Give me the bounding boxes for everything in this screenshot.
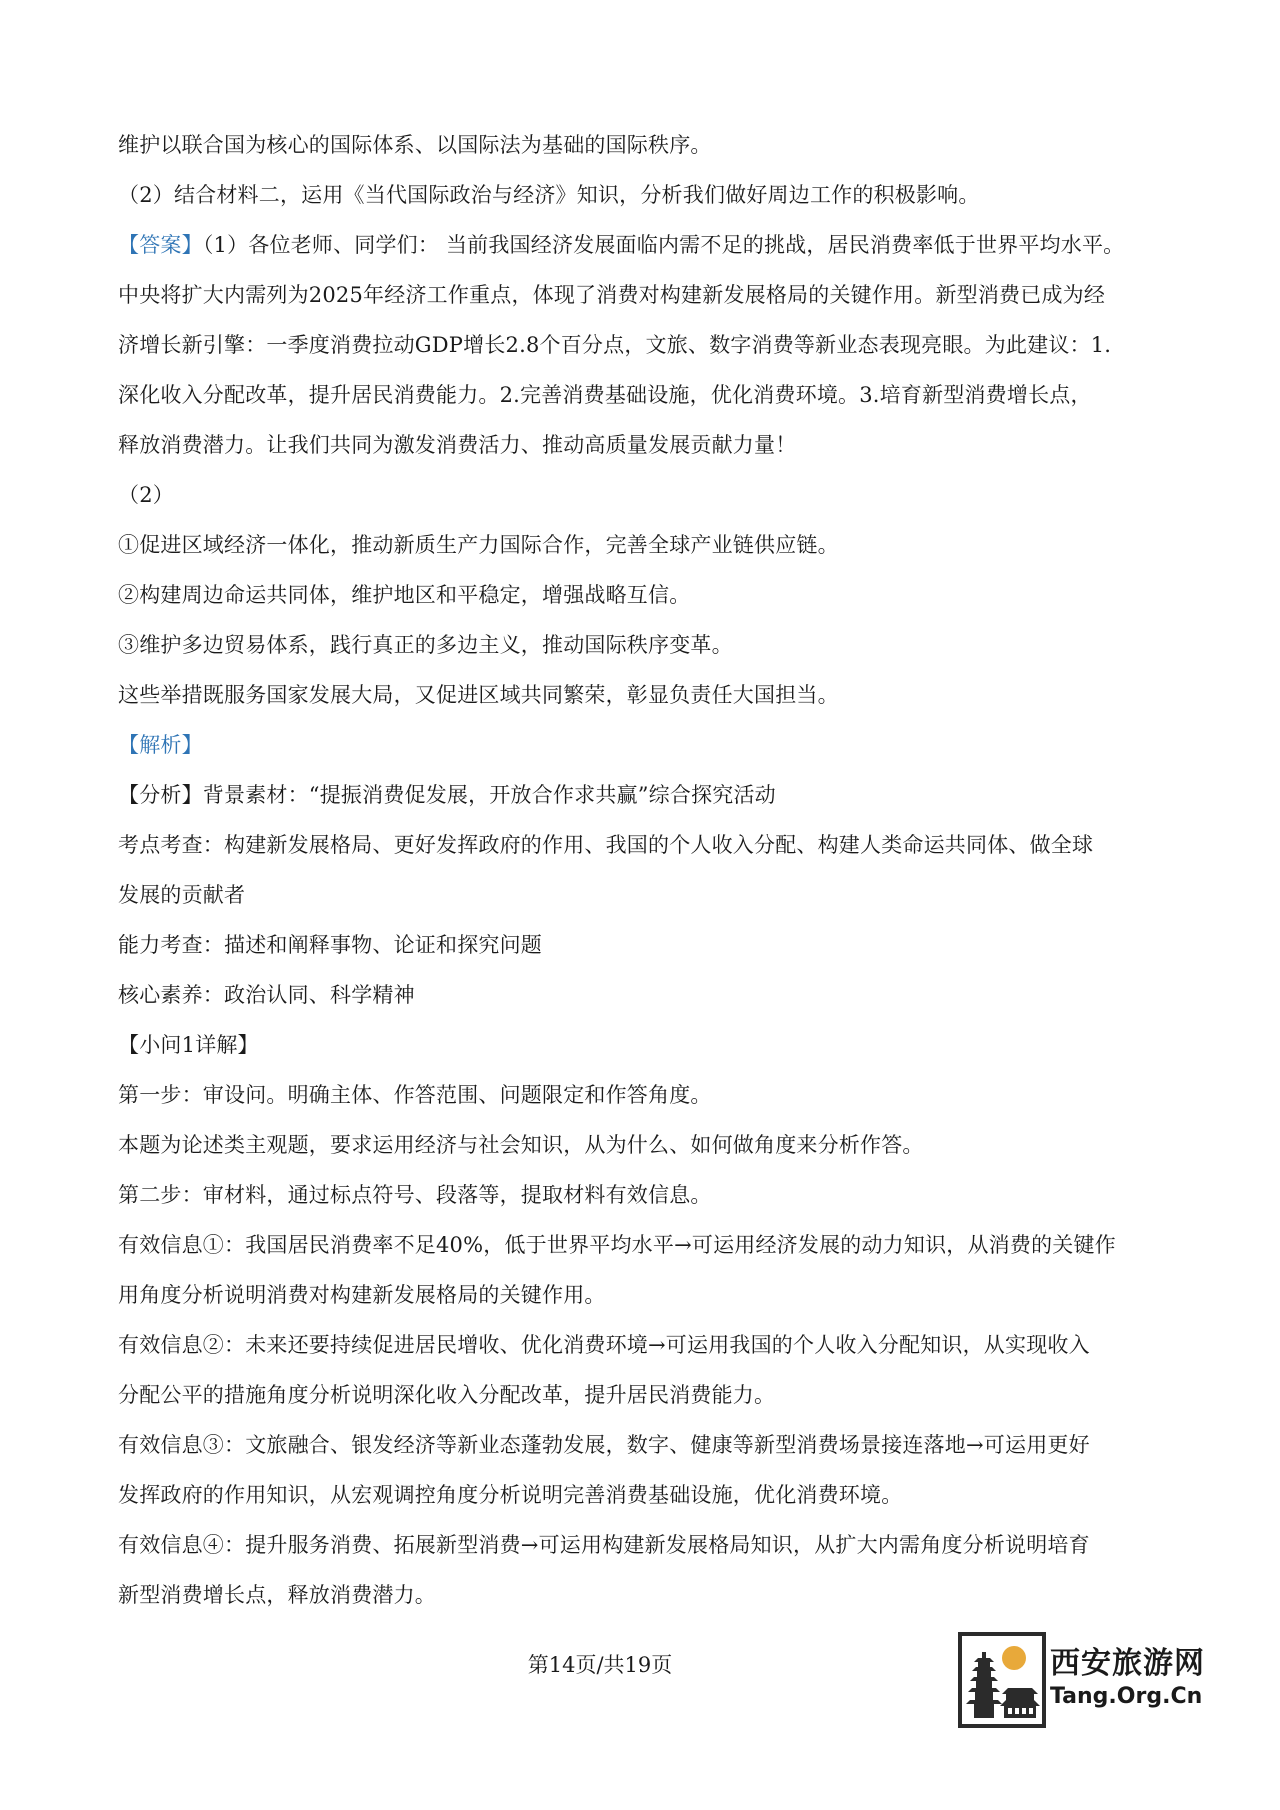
line-text: 这些举措既服务国家发展大局，又促进区域共同繁荣，彰显负责任大国担当。 bbox=[118, 683, 839, 707]
text-line bbox=[118, 1570, 1178, 1620]
line-text: 维护以联合国为核心的国际体系、以国际法为基础的国际秩序。 bbox=[118, 133, 712, 157]
line-text: （1）各位老师、同学们： 当前我国经济发展面临内需不足的挑战，居民消费率低于世界平均水平。 bbox=[202, 233, 1125, 257]
text-line bbox=[118, 1120, 1178, 1170]
text-line bbox=[118, 620, 1178, 670]
text-line bbox=[118, 770, 1178, 820]
line-text: 核心素养：政治认同、科学精神 bbox=[118, 983, 415, 1007]
page-footer: 第14页/共19页 bbox=[527, 1653, 673, 1677]
text-line bbox=[118, 820, 1178, 870]
text-line bbox=[118, 570, 1178, 620]
line-text: 济增长新引擎：一季度消费拉动GDP增长2.8个百分点，文旅、数字消费等新业态表现亮眼。为此建议：1. bbox=[118, 333, 1112, 357]
text-line bbox=[118, 170, 1178, 220]
section-tag: 【解析】 bbox=[118, 733, 203, 757]
text-line bbox=[118, 870, 1178, 920]
text-line bbox=[118, 720, 1178, 770]
line-text: （2） bbox=[118, 483, 174, 507]
text-line bbox=[118, 1370, 1178, 1420]
line-text: 发挥政府的作用知识，从宏观调控角度分析说明完善消费基础设施，优化消费环境。 bbox=[118, 1483, 903, 1507]
line-text: 有效信息④：提升服务消费、拓展新型消费→可运用构建新发展格局知识，从扩大内需角度分析说明培育 bbox=[118, 1533, 1090, 1557]
line-text: 分配公平的措施角度分析说明深化收入分配改革，提升居民消费能力。 bbox=[118, 1383, 776, 1407]
line-text: ②构建周边命运共同体，维护地区和平稳定，增强战略互信。 bbox=[118, 583, 691, 607]
line-text: 能力考查：描述和阐释事物、论证和探究问题 bbox=[118, 933, 542, 957]
line-text: ①促进区域经济一体化，推动新质生产力国际合作，完善全球产业链供应链。 bbox=[118, 533, 839, 557]
line-text: （2）结合材料二，运用《当代国际政治与经济》知识，分析我们做好周边工作的积极影响。 bbox=[118, 183, 980, 207]
text-line bbox=[118, 1220, 1178, 1270]
text-line bbox=[118, 970, 1178, 1020]
line-text: 新型消费增长点，释放消费潜力。 bbox=[118, 1583, 436, 1607]
text-line bbox=[118, 270, 1178, 320]
text-line bbox=[118, 1320, 1178, 1370]
text-line bbox=[118, 1420, 1178, 1470]
line-text: 有效信息③：文旅融合、银发经济等新业态蓬勃发展，数字、健康等新型消费场景接连落地→可运用更好 bbox=[118, 1433, 1090, 1457]
text-line bbox=[118, 920, 1178, 970]
text-line bbox=[118, 1170, 1178, 1220]
text-line bbox=[118, 670, 1178, 720]
line-text: 本题为论述类主观题，要求运用经济与社会知识，从为什么、如何做角度来分析作答。 bbox=[118, 1133, 924, 1157]
text-line bbox=[118, 420, 1178, 470]
line-text: 发展的贡献者 bbox=[118, 883, 246, 907]
line-text: 用角度分析说明消费对构建新发展格局的关键作用。 bbox=[118, 1283, 606, 1307]
text-line bbox=[118, 1470, 1178, 1520]
line-text: 第二步：审材料，通过标点符号、段落等，提取材料有效信息。 bbox=[118, 1183, 712, 1207]
text-line bbox=[118, 1520, 1178, 1570]
line-text: 中央将扩大内需列为2025年经济工作重点，体现了消费对构建新发展格局的关键作用。新型消费已成为经 bbox=[118, 283, 1106, 307]
text-line bbox=[118, 1020, 1178, 1070]
logo-title: 西安旅游网 bbox=[1050, 1646, 1205, 1681]
text-line bbox=[118, 470, 1178, 520]
text-line bbox=[118, 320, 1178, 370]
text-line bbox=[118, 370, 1178, 420]
line-text: 深化收入分配改革，提升居民消费能力。2.完善消费基础设施，优化消费环境。3.培育新型消费增长点， bbox=[118, 383, 1092, 407]
text-line bbox=[118, 1070, 1178, 1120]
site-logo bbox=[958, 1632, 1218, 1728]
line-text: 【分析】背景素材：“提振消费促发展，开放合作求共赢”综合探究活动 bbox=[118, 783, 776, 807]
line-text: 考点考查：构建新发展格局、更好发挥政府的作用、我国的个人收入分配、构建人类命运共同体、做全球 bbox=[118, 833, 1094, 857]
section-tag: 【答案】 bbox=[118, 233, 203, 257]
line-text: ③维护多边贸易体系，践行真正的多边主义，推动国际秩序变革。 bbox=[118, 633, 733, 657]
line-text: 有效信息②：未来还要持续促进居民增收、优化消费环境→可运用我国的个人收入分配知识，从实现收入 bbox=[118, 1333, 1090, 1357]
line-text: 第一步：审设问。明确主体、作答范围、问题限定和作答角度。 bbox=[118, 1083, 712, 1107]
text-line bbox=[118, 220, 1178, 270]
line-text: 释放消费潜力。让我们共同为激发消费活力、推动高质量发展贡献力量！ bbox=[118, 433, 797, 457]
line-text: 【小问1详解】 bbox=[118, 1033, 259, 1057]
pagoda-logo-icon bbox=[958, 1632, 1046, 1728]
logo-url: Tang.Org.Cn bbox=[1050, 1684, 1203, 1709]
line-text: 有效信息①：我国居民消费率不足40%，低于世界平均水平→可运用经济发展的动力知识，从消费的关键作 bbox=[118, 1233, 1116, 1257]
content-body bbox=[118, 120, 1178, 1620]
text-line bbox=[118, 120, 1178, 170]
text-line bbox=[118, 520, 1178, 570]
text-line bbox=[118, 1270, 1178, 1320]
